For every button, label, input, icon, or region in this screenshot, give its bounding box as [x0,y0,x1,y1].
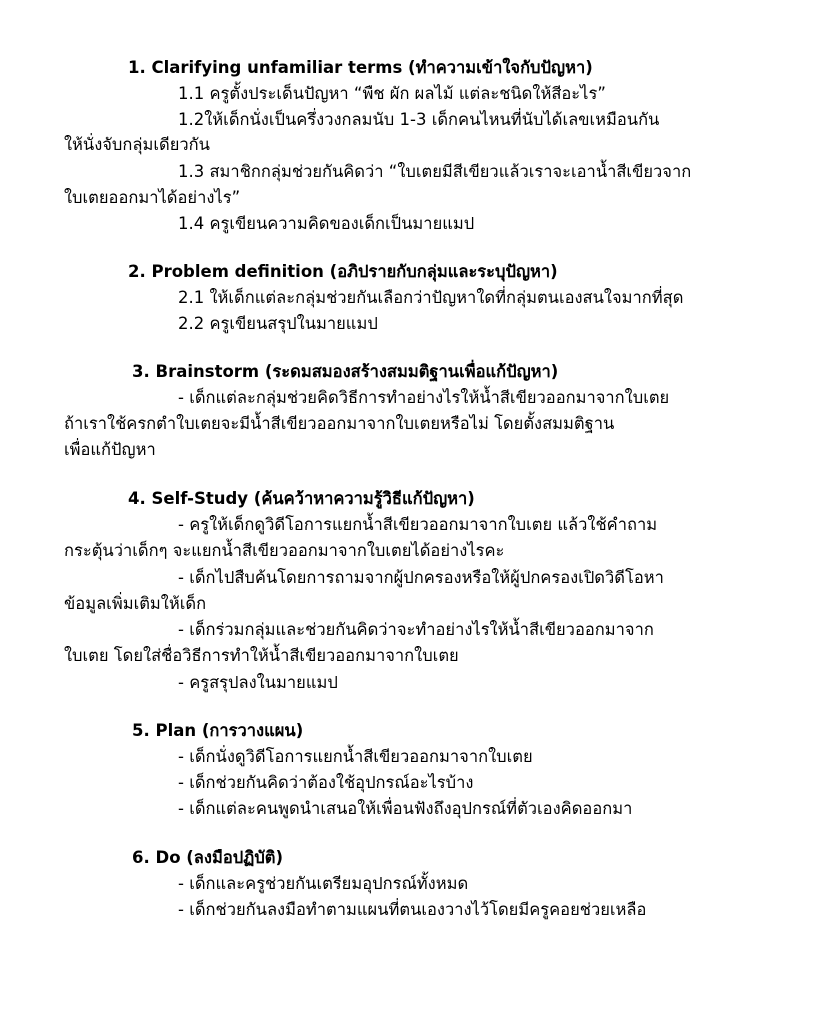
section-4-heading: 4. Self-Study (ค้นคว้าหาความรู้วิธีแก้ปัญหา) [128,489,475,508]
section-2-item-1: 2.1 ให้เด็กแต่ละกลุ่มช่วยกันเลือกว่าปัญหาใดที่กลุ่มตนเองสนใจมากที่สุด [178,288,684,307]
section-4-item-2-cont: ข้อมูลเพิ่มเติมให้เด็ก [64,594,207,613]
section-1-item-4: 1.4 ครูเขียนความคิดของเด็กเป็นมายแมป [178,214,475,233]
section-6-heading: 6. Do (ลงมือปฏิบัติ) [132,848,284,867]
section-1-item-3-cont: ใบเตยออกมาได้อย่างไร” [64,188,241,207]
section-5-item-2: - เด็กช่วยกันคิดว่าต้องใช้อุปกรณ์อะไรบ้าง [178,773,474,792]
section-3-heading: 3. Brainstorm (ระดมสมองสร้างสมมติฐานเพื่อแก้ปัญหา) [132,362,559,381]
section-2-item-2: 2.2 ครูเขียนสรุปในมายแมป [178,314,378,333]
section-1-item-3: 1.3 สมาชิกกลุ่มช่วยกันคิดว่า “ใบเตยมีสีเขียวแล้วเราจะเอาน้ำสีเขียวจาก [178,162,692,181]
section-4-item-2: - เด็กไปสืบค้นโดยการถามจากผู้ปกครองหรือให้ผู้ปกครองเปิดวิดีโอหา [178,568,664,587]
section-1-heading: 1. Clarifying unfamiliar terms (ทำความเข้าใจกับปัญหา) [128,58,593,77]
section-4-item-3-cont: ใบเตย โดยใส่ชื่อวิธีการทำให้น้ำสีเขียวออกมาจากใบเตย [64,646,459,665]
section-1-item-2: 1.2ให้เด็กนั่งเป็นครึ่งวงกลมนับ 1-3 เด็กคนไหนที่นับได้เลขเหมือนกัน [178,110,660,129]
section-6-item-2: - เด็กช่วยกันลงมือทำตามแผนที่ตนเองวางไว้โดยมีครูคอยช่วยเหลือ [178,900,647,919]
section-3-item-1-cont: ถ้าเราใช้ครกตำใบเตยจะมีน้ำสีเขียวออกมาจากใบเตยหรือไม่ โดยตั้งสมมติฐาน [64,414,615,433]
section-4-item-3: - เด็กร่วมกลุ่มและช่วยกันคิดว่าจะทำอย่างไรให้น้ำสีเขียวออกมาจาก [178,620,654,639]
section-1-item-1: 1.1 ครูตั้งประเด็นปัญหา “พืช ผัก ผลไม้ แต่ละชนิดให้สีอะไร” [178,84,606,103]
section-4-item-1-cont: กระตุ้นว่าเด็กๆ จะแยกน้ำสีเขียวออกมาจากใบเตยได้อย่างไรคะ [64,541,505,560]
section-3-item-1: - เด็กแต่ละกลุ่มช่วยคิดวิธีการทำอย่างไรให้น้ำสีเขียวออกมาจากใบเตย [178,388,670,407]
section-5-item-3: - เด็กแต่ละคนพูดนำเสนอให้เพื่อนฟังถึงอุปกรณ์ที่ตัวเองคิดออกมา [178,799,633,818]
section-6-item-1: - เด็กและครูช่วยกันเตรียมอุปกรณ์ทั้งหมด [178,874,469,893]
section-2-heading: 2. Problem definition (อภิปรายกับกลุ่มและระบุปัญหา) [128,262,558,281]
section-5-item-1: - เด็กนั่งดูวิดีโอการแยกน้ำสีเขียวออกมาจากใบเตย [178,747,533,766]
section-1-item-2-cont: ให้นั่งจับกลุ่มเดียวกัน [64,135,210,154]
section-3-item-1-cont2: เพื่อแก้ปัญหา [64,440,156,459]
section-4-item-1: - ครูให้เด็กดูวิดีโอการแยกน้ำสีเขียวออกมาจากใบเตย แล้วใช้คำถาม [178,515,658,534]
section-5-heading: 5. Plan (การวางแผน) [132,721,304,740]
section-4-item-4: - ครูสรุปลงในมายแมป [178,673,338,692]
